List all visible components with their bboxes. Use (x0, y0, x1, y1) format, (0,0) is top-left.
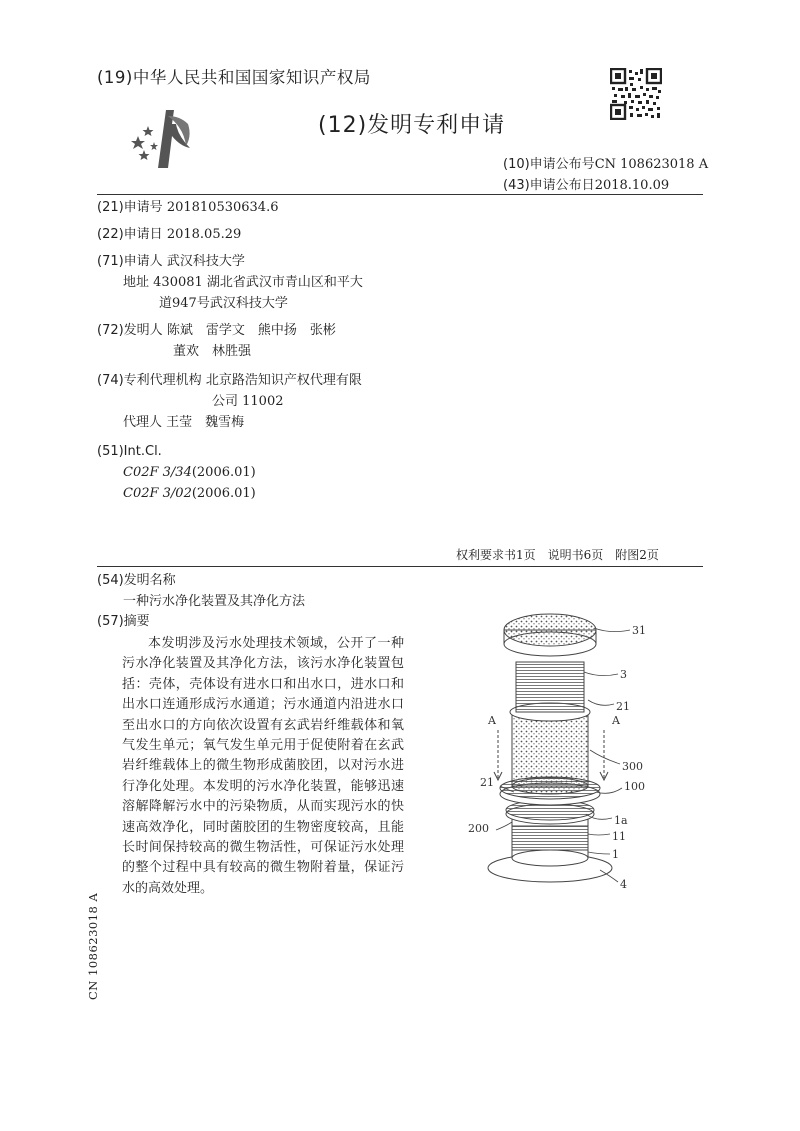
inventors-row (97, 321, 336, 341)
figure-label-1: 1 (612, 848, 619, 861)
ipc-row-1 (123, 463, 256, 483)
agents-row (123, 413, 244, 433)
figure-label-3: 3 (620, 668, 627, 681)
title-label-text: (54)发明名称 (97, 573, 176, 588)
application-number: 201810530634.6 (166, 200, 279, 215)
figure-label-300: 300 (622, 760, 643, 773)
application-number-label: (21)申请号 (97, 200, 163, 215)
document-type: (12)发明专利申请 (318, 113, 506, 138)
publication-date: 2018.10.09 (594, 178, 670, 193)
intcl-label-text: (51)Int.Cl. (97, 444, 162, 459)
page-counts: 权利要求书1页 说明书6页 附图2页 (456, 548, 659, 562)
inventors-line-1: 陈斌 雷学文 熊中扬 张彬 (166, 323, 336, 338)
figure-label-A-left: A (488, 714, 496, 727)
address-label: 地址 (123, 275, 150, 290)
agency-line-2: 公司 11002 (212, 394, 284, 409)
agency-label: (74)专利代理机构 (97, 373, 202, 388)
figure-label-21-bottom: 21 (480, 776, 494, 789)
device-figure (460, 600, 690, 900)
applicant-label: (71)申请人 (97, 254, 163, 269)
figure-label-100: 100 (624, 780, 645, 793)
agency-line-1: 北京路浩知识产权代理有限 (205, 373, 362, 388)
inventors-label: (72)发明人 (97, 323, 163, 338)
publication-number-row (503, 153, 708, 172)
ipc-version-2: (2006.01) (191, 486, 256, 501)
agents: 王莹 魏雪梅 (166, 415, 245, 430)
application-number-row (97, 198, 278, 218)
publication-number: CN 108623018 A (594, 157, 709, 172)
figure-label-1a: 1a (614, 814, 628, 827)
agency-row (97, 371, 362, 391)
abstract-label (97, 612, 150, 632)
figure-label-31: 31 (632, 624, 646, 637)
abstract-text: 本发明涉及污水处理技术领域，公开了一种污水净化装置及其净化方法，该污水净化装置包括：壳体，壳体设有进水口和出水口，进水口和出水口连通形成污水通道；污水通道内沿进水口至出水口的方向依次设置有玄武岩纤维载体和氧气发生单元；氧气发生单元用于促使附着在玄武岩纤维载体上的微生物形成菌胶团，以对污水进行净化处理。本发明的污水净化装置，能够迅速溶解降解污水中的污染物质，从而实现污水的快速高效净化，同时菌胶团的生物密度较高，且能长时间保持较高的微生物活性，可保证污水处理的整个过程中具有较高的微生物附着量，保证污水的高效处理。 (122, 636, 404, 896)
abstract-label-text: (57)摘要 (97, 614, 150, 629)
application-date: 2018.05.29 (166, 227, 242, 242)
issuing-office: (19)中华人民共和国国家知识产权局 (97, 68, 371, 87)
ipc-row-2 (123, 484, 256, 504)
address-row (123, 273, 363, 293)
address-line-1: 430081 湖北省武汉市青山区和平大 (153, 275, 363, 290)
inventors-line-2: 董欢 林胜强 (173, 344, 252, 359)
ipc-code-2: C02F 3/02 (123, 486, 192, 501)
title-label (97, 571, 176, 591)
figure-label-11: 11 (612, 830, 626, 843)
applicant-row (97, 252, 245, 272)
header-divider (97, 194, 703, 195)
biblio-divider (97, 566, 703, 567)
publication-number-label: (10)申请公布号 (503, 157, 595, 172)
figure-label-A-right: A (612, 714, 620, 727)
address-line-2: 道947号武汉科技大学 (159, 296, 288, 311)
figure-label-21-top: 21 (616, 700, 630, 713)
ipc-code-1: C02F 3/34 (123, 465, 192, 480)
agent-label: 代理人 (123, 415, 163, 430)
publication-date-label: (43)申请公布日 (503, 178, 595, 193)
figure-label-4: 4 (620, 878, 627, 891)
side-publication-number: CN 108623018 A (86, 892, 100, 1000)
publication-date-row (503, 174, 669, 193)
figure-label-200: 200 (468, 822, 489, 835)
ipc-version-1: (2006.01) (191, 465, 256, 480)
intcl-label (97, 442, 162, 462)
cnipa-logo-icon (128, 106, 198, 174)
invention-title: 一种污水净化装置及其净化方法 (123, 594, 306, 609)
application-date-label: (22)申请日 (97, 227, 163, 242)
applicant: 武汉科技大学 (166, 254, 245, 269)
qr-code-icon (610, 68, 662, 120)
application-date-row (97, 225, 241, 245)
